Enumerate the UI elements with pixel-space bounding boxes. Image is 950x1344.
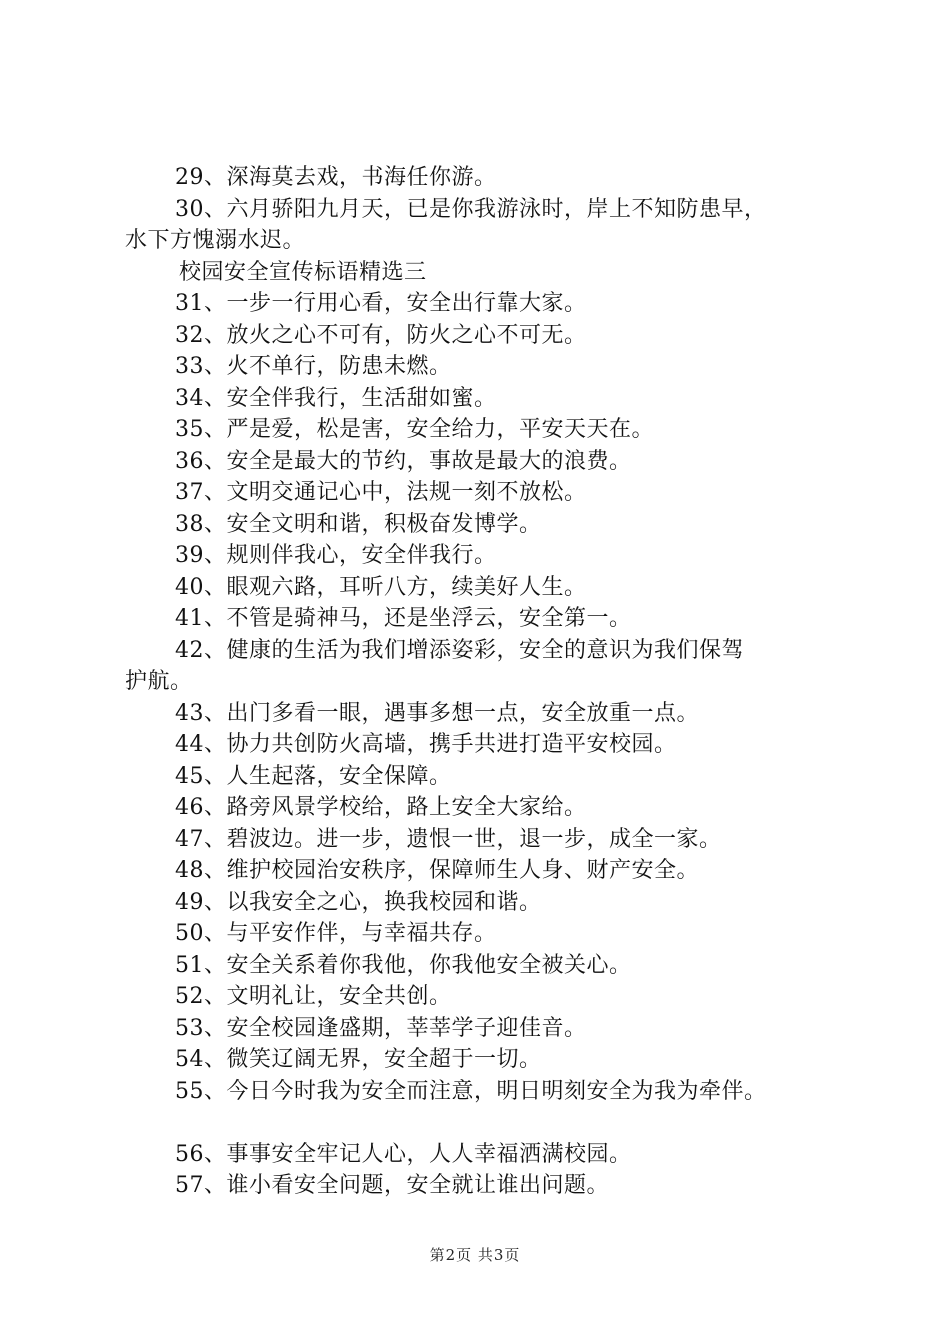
text-line: 水下方愧溺水迟。 [125, 228, 306, 253]
text-line: 42、健康的生活为我们增添姿彩，安全的意识为我们保驾 [175, 637, 744, 663]
text-line: 51、安全关系着你我他，你我他安全被关心。 [175, 952, 632, 978]
text-line: 38、安全文明和谐，积极奋发博学。 [175, 511, 542, 537]
text-line: 36、安全是最大的节约，事故是最大的浪费。 [175, 448, 632, 474]
text-line: 37、文明交通记心中，法规一刻不放松。 [175, 480, 587, 505]
blank-line [125, 1107, 845, 1139]
text-line: 56、事事安全牢记人心，人人幸福洒满校园。 [175, 1141, 632, 1167]
section-heading: 校园安全宣传标语精选三 [179, 259, 427, 285]
text-line: 48、维护校园治安秩序，保障师生人身、财产安全。 [175, 858, 699, 883]
text-line: 43、出门多看一眼，遇事多想一点，安全放重一点。 [175, 700, 699, 726]
document-body [125, 162, 845, 1202]
text-line: 46、路旁风景学校给，路上安全大家给。 [175, 795, 587, 820]
text-line: 45、人生起落，安全保障。 [175, 763, 452, 789]
text-line: 50、与平安作伴，与幸福共存。 [175, 921, 497, 946]
text-line: 33、火不单行，防患未燃。 [175, 354, 452, 379]
text-line: 55、今日今时我为安全而注意，明日明刻安全为我为牵伴。 [175, 1078, 767, 1104]
page-footer: 第2页 共3页 [429, 1246, 521, 1264]
text-line: 30、六月骄阳九月天，已是你我游泳时，岸上不知防患早， [175, 196, 767, 222]
text-line: 34、安全伴我行，生活甜如蜜。 [175, 385, 497, 411]
text-line: 54、微笑辽阔无界，安全超于一切。 [175, 1047, 542, 1072]
text-line: 53、安全校园逢盛期，莘莘学子迎佳音。 [175, 1015, 587, 1041]
text-line: 49、以我安全之心，换我校园和谐。 [175, 889, 542, 915]
text-line: 41、不管是骑神马，还是坐浮云，安全第一。 [175, 606, 632, 631]
text-line: 29、深海莫去戏，书海任你游。 [175, 165, 497, 190]
text-line: 40、眼观六路，耳听八方，续美好人生。 [175, 574, 587, 600]
text-line: 44、协力共创防火高墙，携手共进打造平安校园。 [175, 732, 677, 757]
text-line: 57、谁小看安全问题，安全就让谁出问题。 [175, 1173, 609, 1198]
text-line: 39、规则伴我心，安全伴我行。 [175, 543, 497, 568]
text-line: 32、放火之心不可有，防火之心不可无。 [175, 322, 587, 348]
text-line: 护航。 [125, 669, 193, 694]
text-line: 47、碧波边。进一步，遗恨一世，退一步，成全一家。 [175, 826, 722, 852]
text-line: 31、一步一行用心看，安全出行靠大家。 [175, 291, 587, 316]
text-line: 35、严是爱，松是害，安全给力，平安天天在。 [175, 417, 654, 442]
text-line: 52、文明礼让，安全共创。 [175, 984, 452, 1009]
